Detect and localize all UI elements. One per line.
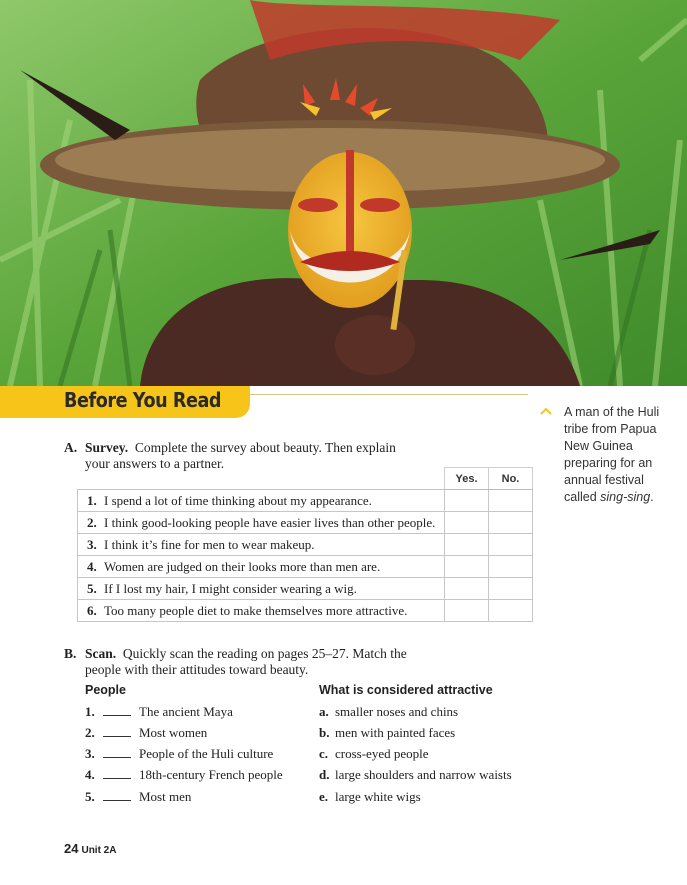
list-item: 2. Most women [85,725,208,740]
header-divider [250,394,528,395]
page-number: 24 [64,841,79,856]
yes-checkbox[interactable] [445,490,489,512]
option-item: c. cross-eyed people [319,746,429,761]
survey-row: 4. Women are judged on their looks more than men are. [78,556,533,578]
list-item: 3. People of the Huli culture [85,746,274,761]
survey-row: 1. I spend a lot of time thinking about my appearance. [78,490,533,512]
no-checkbox[interactable] [489,490,533,512]
yes-checkbox[interactable] [445,578,489,600]
exercise-a-instructions: Survey. Complete the survey about beauty. Then explain your answers to a partner. [85,440,396,471]
no-checkbox[interactable] [489,534,533,556]
exercise-b-instructions: Scan. Quickly scan the reading on pages 25–27. Match the people with their attitudes toward beauty. [85,646,407,677]
yes-checkbox[interactable] [445,600,489,622]
exercise-b-title: Scan. [85,646,117,661]
list-item: 5. Most men [85,789,192,804]
unit-label: Unit 2A [81,845,117,856]
no-checkbox[interactable] [489,512,533,534]
list-item: 1. The ancient Maya [85,704,233,719]
yes-checkbox[interactable] [445,512,489,534]
page-footer [64,840,116,858]
exercise-a-title: Survey. [85,440,129,455]
option-item: a. smaller noses and chins [319,704,459,719]
caption-text: A man of the Huli tribe from Papua New Guinea preparing for an annual festival called sing-sing. [564,405,660,504]
survey-row: 5. If I lost my hair, I might consider wearing a wig. [78,578,533,600]
exercise-a-letter: A. [64,440,78,455]
people-column-header: People [85,683,126,697]
answer-blank[interactable] [103,746,131,758]
survey-row: 2. I think good-looking people have easier lives than other people. [78,512,533,534]
survey-row: 6. Too many people diet to make themselves more attractive. [78,600,533,622]
col-yes-header: Yes. [445,468,489,490]
huli-man-photo [0,0,687,386]
option-item: e. large white wigs [319,789,421,804]
survey-table [77,467,533,622]
exercise-b-letter: B. [64,646,77,661]
option-item: d. large shoulders and narrow waists [319,767,512,782]
no-checkbox[interactable] [489,600,533,622]
section-title: Before You Read [64,388,222,412]
col-no-header: No. [489,468,533,490]
survey-row: 3. I think it’s fine for men to wear makeup. [78,534,533,556]
answer-blank[interactable] [103,789,131,801]
attractive-column-header: What is considered attractive [319,683,493,697]
no-checkbox[interactable] [489,556,533,578]
answer-blank[interactable] [103,704,131,716]
list-item: 4. 18th-century French people [85,767,283,782]
photo-caption [542,404,672,506]
caption-arrow-icon [540,406,552,416]
yes-checkbox[interactable] [445,534,489,556]
answer-blank[interactable] [103,725,131,737]
no-checkbox[interactable] [489,578,533,600]
option-item: b. men with painted faces [319,725,456,740]
answer-blank[interactable] [103,767,131,779]
yes-checkbox[interactable] [445,556,489,578]
